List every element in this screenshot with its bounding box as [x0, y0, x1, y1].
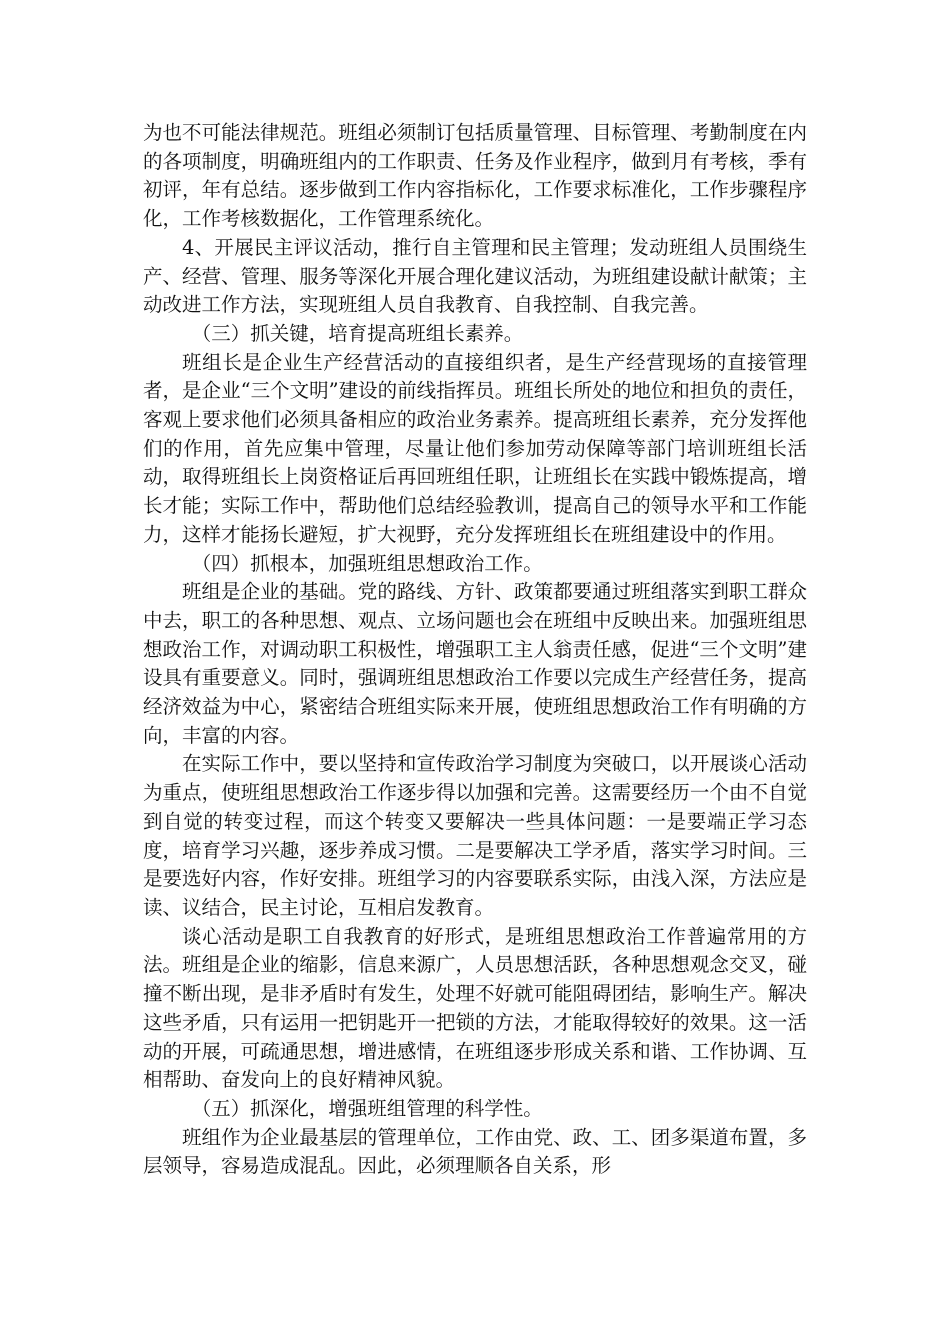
paragraph-continuation: 为也不可能法律规范。班组必须制订包括质量管理、目标管理、考勤制度在内的各项制度，明确班组内的工作职责、任务及作业程序，做到月有考核，季有初评，年有总结。逐步做到工作内容指标化，工作要求标准化，工作步骤程序化，工作考核数据化，工作管理系统化。 — [143, 121, 807, 231]
paragraph-team-leader: 班组长是企业生产经营活动的直接组织者，是生产经营现场的直接管理者，是企业“三个文明”建设的前线指挥员。班组长所处的地位和担负的责任，客观上要求他们必须具备相应的政治业务素养。提高班组长素养，充分发挥他们的作用，首先应集中管理，尽量让他们参加劳动保障等部门培训班组长活动，取得班组长上岗资格证后再回班组任职，让班组长在实践中锻炼提高，增长才能；实际工作中，帮助他们总结经验教训，提高自己的领导水平和工作能力，这样才能扬长避短，扩大视野，充分发挥班组长在班组建设中的作用。 — [143, 350, 807, 546]
paragraph-item-4: 4、开展民主评议活动，推行自主管理和民主管理；发动班组人员围绕生产、经营、管理、服务等深化开展合理化建议活动，为班组建设献计献策；主动改进工作方法，实现班组人员自我教育、自我控制、自我完善。 — [143, 235, 807, 317]
section-heading-3: （三）抓关键，培育提高班组长素养。 — [191, 321, 524, 345]
paragraph-heart-to-heart: 谈心活动是职工自我教育的好形式，是班组思想政治工作普遍常用的方法。班组是企业的缩影，信息来源广，人员思想活跃，各种思想观念交叉，碰撞不断出现，是非矛盾时有发生，处理不好就可能阻碍团结，影响生产。解决这些矛盾，只有运用一把钥匙开一把锁的方法，才能取得较好的效果。这一活动的开展，可疏通思想，增进感情，在班组逐步形成关系和谐、工作协调、互相帮助、奋发向上的良好精神风貌。 — [143, 924, 807, 1092]
section-heading-4: （四）抓根本，加强班组思想政治工作。 — [191, 551, 543, 575]
section-heading-5: （五）抓深化，增强班组管理的科学性。 — [191, 1096, 543, 1120]
paragraph-management-unit: 班组作为企业最基层的管理单位，工作由党、政、工、团多渠道布置，多层领导，容易造成混乱。因此，必须理顺各自关系，形 — [143, 1125, 807, 1178]
document-page — [143, 119, 807, 1181]
paragraph-team-foundation: 班组是企业的基础。党的路线、方针、政策都要通过班组落实到职工群众中去，职工的各种思想、观点、立场问题也会在班组中反映出来。加强班组思想政治工作，对调动职工积极性，增强职工主人翁责任感，促进“三个文明”建设具有重要意义。同时，强调班组思想政治工作要以完成生产经营任务，提高经济效益为中心，紧密结合班组实际来开展，使班组思想政治工作有明确的方向，丰富的内容。 — [143, 580, 807, 747]
paragraph-practical-work: 在实际工作中，要以坚持和宣传政治学习制度为突破口，以开展谈心活动为重点，使班组思想政治工作逐步得以加强和完善。这需要经历一个由不自觉到自觉的转变过程，而这个转变又要解决一些具体问题：一是要端正学习态度，培育学习兴趣，逐步养成习惯。二是要解决工学矛盾，落实学习时间。三是要选好内容，作好安排。班组学习的内容要联系实际，由浅入深，方法应是读、议结合，民主讨论，互相启发教育。 — [143, 752, 807, 919]
